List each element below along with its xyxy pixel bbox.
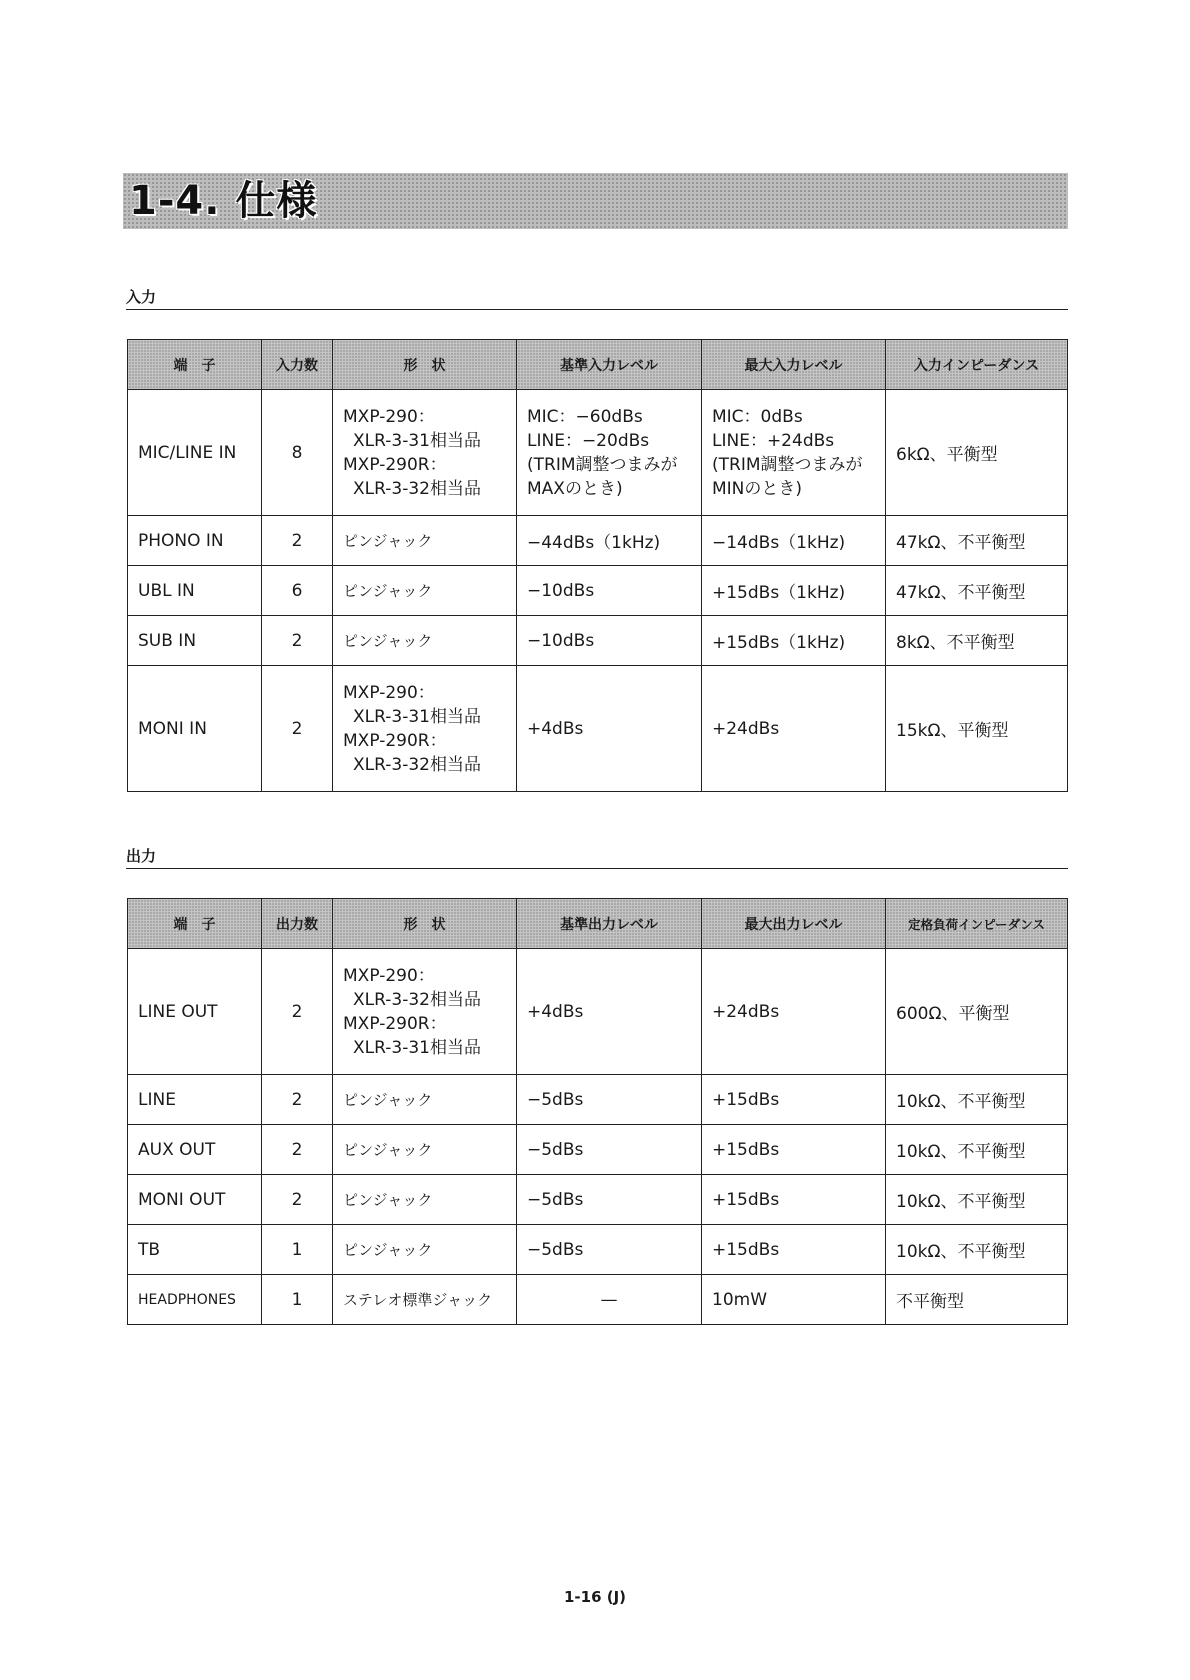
nominal-level-cell: MIC：−60dBs LINE：−20dBs (TRIM調整つまみが MAXのとき) bbox=[517, 390, 702, 516]
page-number: 1-16 (J) bbox=[563, 1588, 627, 1606]
section-title-bar bbox=[123, 173, 1068, 229]
dash-placeholder: — bbox=[600, 1289, 618, 1310]
table-row bbox=[128, 666, 1068, 792]
max-level-cell: +15dBs（1kHz) bbox=[702, 566, 886, 616]
shape-cell: ステレオ標準ジャック bbox=[333, 1275, 517, 1325]
count-cell: 2 bbox=[262, 1125, 333, 1175]
impedance-cell: 10kΩ、不平衡型 bbox=[886, 1175, 1068, 1225]
table-row bbox=[128, 949, 1068, 1075]
shape-cell: MXP-290： XLR-3-31相当品 MXP-290R： XLR-3-32相当品 bbox=[333, 666, 517, 792]
nominal-level-cell: −5dBs bbox=[517, 1225, 702, 1275]
header-load-impedance: 定格負荷インピーダンス bbox=[886, 899, 1068, 949]
nominal-level-cell: −10dBs bbox=[517, 616, 702, 666]
impedance-cell: 15kΩ、平衡型 bbox=[886, 666, 1068, 792]
max-level-cell: MIC：0dBs LINE：+24dBs (TRIM調整つまみが MINのとき) bbox=[702, 390, 886, 516]
header-nominal-level: 基準入力レベル bbox=[517, 340, 702, 390]
impedance-cell: 10kΩ、不平衡型 bbox=[886, 1225, 1068, 1275]
header-shape: 形 状 bbox=[333, 899, 517, 949]
page-title: 1-4. 仕様 bbox=[129, 178, 318, 224]
max-level-cell: +24dBs bbox=[702, 666, 886, 792]
count-cell: 2 bbox=[262, 516, 333, 566]
input-spec-table bbox=[127, 339, 1068, 792]
header-max-level: 最大出力レベル bbox=[702, 899, 886, 949]
input-header-row bbox=[128, 340, 1068, 390]
terminal-cell: AUX OUT bbox=[128, 1125, 262, 1175]
shape-cell: ピンジャック bbox=[333, 1175, 517, 1225]
nominal-level-cell: −10dBs bbox=[517, 566, 702, 616]
impedance-cell: 不平衡型 bbox=[886, 1275, 1068, 1325]
impedance-cell: 47kΩ、不平衡型 bbox=[886, 516, 1068, 566]
shape-cell: ピンジャック bbox=[333, 1075, 517, 1125]
nominal-level-cell: +4dBs bbox=[517, 666, 702, 792]
max-level-cell: +15dBs bbox=[702, 1175, 886, 1225]
output-header-row bbox=[128, 899, 1068, 949]
header-impedance: 入力インピーダンス bbox=[886, 340, 1068, 390]
max-level-cell: +15dBs bbox=[702, 1225, 886, 1275]
header-terminal: 端 子 bbox=[128, 340, 262, 390]
header-max-level: 最大入力レベル bbox=[702, 340, 886, 390]
table-row bbox=[128, 1075, 1068, 1125]
table-row bbox=[128, 1225, 1068, 1275]
max-level-cell: +24dBs bbox=[702, 949, 886, 1075]
terminal-cell: SUB IN bbox=[128, 616, 262, 666]
table-row bbox=[128, 1175, 1068, 1225]
nominal-level-cell: −44dBs（1kHz) bbox=[517, 516, 702, 566]
nominal-level-cell: −5dBs bbox=[517, 1175, 702, 1225]
terminal-cell: MONI IN bbox=[128, 666, 262, 792]
shape-cell: ピンジャック bbox=[333, 616, 517, 666]
max-level-cell: +15dBs bbox=[702, 1125, 886, 1175]
count-cell: 1 bbox=[262, 1275, 333, 1325]
nominal-level-cell bbox=[517, 1275, 702, 1325]
nominal-level-cell: −5dBs bbox=[517, 1075, 702, 1125]
max-level-cell: 10mW bbox=[702, 1275, 886, 1325]
table-row bbox=[128, 1125, 1068, 1175]
count-cell: 2 bbox=[262, 1075, 333, 1125]
count-cell: 6 bbox=[262, 566, 333, 616]
shape-cell: ピンジャック bbox=[333, 1225, 517, 1275]
output-spec-table bbox=[127, 898, 1068, 1325]
terminal-cell: MIC/LINE IN bbox=[128, 390, 262, 516]
shape-cell: ピンジャック bbox=[333, 566, 517, 616]
table-row bbox=[128, 566, 1068, 616]
nominal-level-cell: −5dBs bbox=[517, 1125, 702, 1175]
header-nominal-level: 基準出力レベル bbox=[517, 899, 702, 949]
impedance-cell: 6kΩ、平衡型 bbox=[886, 390, 1068, 516]
terminal-cell: LINE bbox=[128, 1075, 262, 1125]
count-cell: 2 bbox=[262, 616, 333, 666]
count-cell: 2 bbox=[262, 949, 333, 1075]
max-level-cell: +15dBs bbox=[702, 1075, 886, 1125]
output-heading: 出力 bbox=[126, 848, 1068, 869]
shape-cell: ピンジャック bbox=[333, 1125, 517, 1175]
impedance-cell: 600Ω、平衡型 bbox=[886, 949, 1068, 1075]
terminal-cell: MONI OUT bbox=[128, 1175, 262, 1225]
nominal-level-cell: +4dBs bbox=[517, 949, 702, 1075]
count-cell: 2 bbox=[262, 1175, 333, 1225]
table-row bbox=[128, 616, 1068, 666]
max-level-cell: −14dBs（1kHz) bbox=[702, 516, 886, 566]
impedance-cell: 47kΩ、不平衡型 bbox=[886, 566, 1068, 616]
max-level-cell: +15dBs（1kHz) bbox=[702, 616, 886, 666]
terminal-cell: LINE OUT bbox=[128, 949, 262, 1075]
shape-cell: ピンジャック bbox=[333, 516, 517, 566]
terminal-cell: UBL IN bbox=[128, 566, 262, 616]
table-row bbox=[128, 390, 1068, 516]
header-terminal: 端 子 bbox=[128, 899, 262, 949]
count-cell: 8 bbox=[262, 390, 333, 516]
header-count: 出力数 bbox=[262, 899, 333, 949]
header-count: 入力数 bbox=[262, 340, 333, 390]
impedance-cell: 8kΩ、不平衡型 bbox=[886, 616, 1068, 666]
count-cell: 1 bbox=[262, 1225, 333, 1275]
impedance-cell: 10kΩ、不平衡型 bbox=[886, 1075, 1068, 1125]
shape-cell: MXP-290： XLR-3-31相当品 MXP-290R： XLR-3-32相当品 bbox=[333, 390, 517, 516]
header-shape: 形 状 bbox=[333, 340, 517, 390]
impedance-cell: 10kΩ、不平衡型 bbox=[886, 1125, 1068, 1175]
terminal-cell: PHONO IN bbox=[128, 516, 262, 566]
table-row bbox=[128, 516, 1068, 566]
table-row bbox=[128, 1275, 1068, 1325]
terminal-cell: TB bbox=[128, 1225, 262, 1275]
input-heading: 入力 bbox=[126, 289, 1068, 310]
terminal-cell: HEADPHONES bbox=[128, 1275, 262, 1325]
shape-cell: MXP-290： XLR-3-32相当品 MXP-290R： XLR-3-31相当品 bbox=[333, 949, 517, 1075]
count-cell: 2 bbox=[262, 666, 333, 792]
